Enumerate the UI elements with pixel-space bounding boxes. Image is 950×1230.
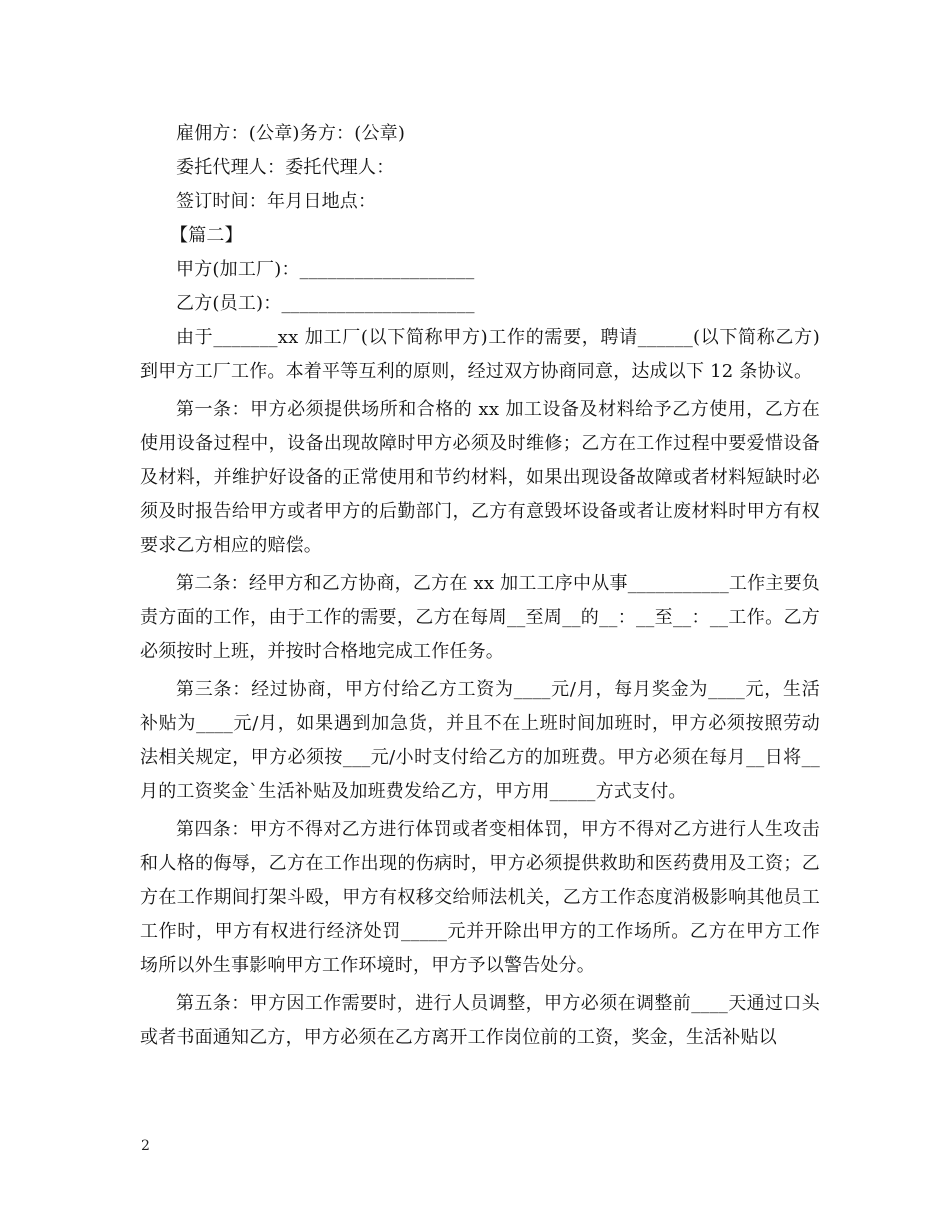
signature-line-date-place: 签订时间：年月日地点： — [176, 191, 377, 212]
page-number: 2 — [141, 1138, 150, 1154]
article-4: 第四条：甲方不得对乙方进行体罚或者变相体罚，甲方不得对乙方进行人生攻击和人格的侮辱，乙方在工作出现的伤病时，甲方必须提供救助和医药费用及工资；乙方在工作期间打架斗殴，甲方有权移交给师法机关，乙方工作态度消极影响其他员工工作时，甲方有权进行经济处罚_____元并开除出甲方的工作场所。乙方在甲方工作场所以外生事影响甲方工作环境时，甲方予以警告处分。 — [140, 819, 820, 976]
party-b-line: 乙方(员工)：_____________________ — [176, 293, 475, 314]
signature-line-agent: 委托代理人：委托代理人： — [176, 157, 395, 178]
intro-paragraph: 由于_______xx 加工厂(以下简称甲方)工作的需要，聘请______(以下简称乙方)到甲方工厂工作。本着平等互利的原则，经过双方协商同意，达成以下 12 条协议。 — [140, 327, 820, 382]
document-body — [140, 117, 820, 1055]
article-5: 第五条：甲方因工作需要时，进行人员调整，甲方必须在调整前____天通过口头或者书面通知乙方，甲方必须在乙方离开工作岗位前的工资，奖金，生活补贴以 — [140, 993, 820, 1048]
article-2: 第二条：经甲方和乙方协商，乙方在 xx 加工工序中从事___________工作主要负责方面的工作，由于工作的需要，乙方在每周__至周__的__：__至__：__工作。乙方必须按时上班，并按时合格地完成工作任务。 — [140, 573, 820, 662]
party-a-line: 甲方(加工厂)：___________________ — [176, 259, 475, 280]
article-3: 第三条：经过协商，甲方付给乙方工资为____元/月，每月奖金为____元，生活补贴为____元/月，如果遇到加急货，并且不在上班时间加班时，甲方必须按照劳动法相关规定，甲方必须按___元/小时支付给乙方的加班费。甲方必须在每月__日将__月的工资奖金`生活补贴及加班费发给乙方，甲方用_____方式支付。 — [140, 679, 820, 802]
signature-line-employer: 雇佣方：(公章)务方：(公章) — [176, 123, 406, 144]
section-heading: 【篇二】 — [170, 225, 243, 246]
article-1: 第一条：甲方必须提供场所和合格的 xx 加工设备及材料给予乙方使用，乙方在使用设备过程中，设备出现故障时甲方必须及时维修；乙方在工作过程中要爱惜设备及材料，并维护好设备的正常使用和节约材料，如果出现设备故障或者材料短缺时必须及时报告给甲方或者甲方的后勤部门，乙方有意毁坏设备或者让废材料时甲方有权要求乙方相应的赔偿。 — [140, 399, 820, 556]
